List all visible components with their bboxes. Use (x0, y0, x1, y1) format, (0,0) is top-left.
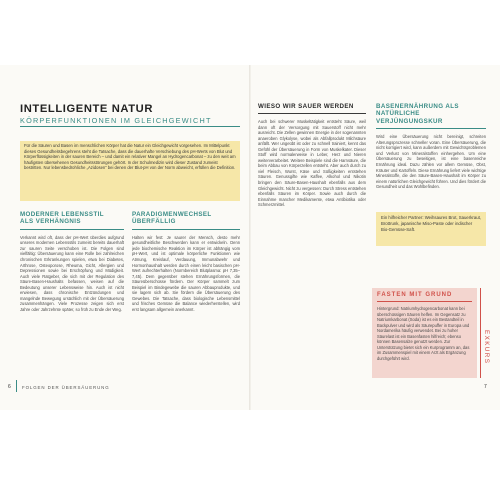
page-title: INTELLIGENTE NATUR (20, 103, 154, 115)
sidebar-body: Hintergrund: Natriumhydrogencarbonat kann bei überschüssigen Säuren helfen. Im Gegensatz zu Natriumkarbonat (Soda) ist es ein Bestandteil in Backpulver und wird als Säurepuffer in Europa und Nordamerika häufig verwendet. Bei zu hoher Säurelast ist ein Basenfasten hilfreich; ebenso können Basensalze genutzt werden. Zur Unterstützung bietet sich ein Kurprogramm an, das im Zusammenspiel mit einem Arzt als Ergänzung durchgeführt wird. (377, 306, 470, 361)
section-rule (132, 229, 240, 230)
title-rule (20, 126, 240, 127)
section-heading: MODERNER LEBENSSTIL (20, 211, 104, 218)
section-rule (20, 229, 124, 230)
tip-box (376, 212, 486, 246)
section-rule (258, 113, 366, 114)
page-number-left: 6 (8, 384, 11, 390)
section-body: Halten wir fest: Je saurer der Mensch, desto mehr gesundheitliche Beschwerden kann er entwickeln. Denn jede biochemische Reaktion im Körper ist abhängig vom pH-Wert, und ist optimale körperliche Funktionen wie Atmung, Kreislauf, Verdauung, Immunabwehr und Hormonhaushalt werden durch einen leicht basischen pH-Wert aufrechterhalten (Normbereich Blutplasma: pH 7,35–7,45). Dem gegenüber stehen Ernährungsformen, die Säureüberschüsse fördern. Der Körper sammelt zum Beispiel im Bindegewebe die sauren Abbauprodukte, und sie lagern sich ab. Sie fördern die Übersäuerung des Gewebes. Die Tatsache, dass biologische Lebensmittel und frisches Gemüse die Balance wiederherstellen, wird erst langsam allgemein anerkannt. (132, 234, 240, 312)
running-head: FOLGEN DER ÜBERSÄUERUNG (22, 385, 110, 390)
section-heading-line2: NATÜRLICHE (376, 110, 420, 118)
page-subtitle: KÖRPERFUNKTIONEN IM GLEICHGEWICHT (20, 116, 212, 125)
book-gutter (249, 65, 251, 410)
tip-text: Ein hilfreicher Partner: Weihsaures Brot, Sauerkraut, Brottrunk, japanische Miso-Paste oder indischer Bio-Gemüse-Saft. (381, 215, 481, 232)
section-heading-line2: ALS VERHÄNGNIS (20, 218, 81, 226)
sidebar-rule (377, 301, 472, 302)
page-number-right: 7 (484, 384, 487, 390)
intro-box (20, 141, 240, 201)
exkurs-tab (478, 330, 492, 390)
intro-text: Für die Säuren und Basen im menschlichen Körper hat die Natur ein Gleichgewicht vorgesehen. Im Mittelpunkt dieses Gesundheitsbegehrens steht die Tatsache, dass die dauerhafte Verschiebung des pH-Werts von Blut und Körperflüssigkeiten in der sauren Bereich – und damit ein relativer Mangel an Hydrogencarbonat – zu den weit am häufigsten übersehenen Gesundheitsstörungen gehört. In der Schulmedizin wird dieser Zustand zumeist bestritten. Nur lebensbedrohliche „Azidosen“ bei denen der Blut-pH von der Norm abweicht, erfüllen die Definition. (24, 143, 236, 171)
section-paradigm-shift (132, 211, 240, 375)
sidebar-heading: FASTEN MIT GRUND (377, 292, 453, 298)
section-modern-lifestyle (20, 211, 124, 335)
section-rule (376, 128, 486, 129)
section-heading: BASENERNÄHRUNG ALS (376, 103, 459, 110)
section-body: Auch bei schwerer Muskeltätigkeit entsteht Säure, weil dann oft der Versorgung mit Sauerstoff nicht mehr ausreicht. Die Zellen gewinnen Energie in der sogenannten anaeroben Glykolyse, wobei als Abfallprodukt Milchsäure anfällt. Wer ungeübt ist oder zu schnell trainiert, kennt das Gefühl der Übersäuerung in Form von Muskelkater. Dieser Stoff wird normalerweise in Leber, Herz und Nieren weiterverarbeitet. Weitere Beispiele sind die Harnsäure, die beim Abbau von Körperzellen entsteht. Aber auch durch zu viel Fleisch, Wurst, Käse und Süßigkeiten entstehen Säuren. Genussgifte wie Kaffee, Alkohol und Nikotin bringen den Säure-Basen-Haushalt ebenfalls aus dem Gleichgewicht. Nicht zu vergessen: Durch Stress entstehen ebenfalls Säuren im Körper. Sowie auch durch die Einnahme mancher Medikamente, etwa Antibiotika oder Schmerzmittel. (258, 119, 366, 208)
section-heading: WIESO WIR SAUER WERDEN (258, 103, 354, 110)
sidebar-excursion (372, 288, 477, 378)
section-heading: PARADIGMENWECHSEL (132, 211, 212, 218)
section-why-acidic (258, 103, 366, 384)
section-base-nutrition (376, 103, 486, 226)
folio-divider (16, 380, 17, 392)
exkurs-label: EXKURS (483, 330, 490, 365)
section-heading-line2: ÜBERFÄLLIG (132, 218, 176, 226)
section-body: Wird eine Übersäuerung nicht bereinigt, schreiten Alterungsprozesse schneller voran. Eine Übersäuerung, die nicht korrigiert wird, kann außerdem mit Gewichtsproblemen und Verlust von Mineralstoffen einhergehen. Um eine Übersäuerung zu beseitigen, ist eine basenreiche Ernährung ideal. Dazu zählen vor allem Gemüse, Obst, Kräuter und Kartoffeln. Diese Ernährung liefert viele wichtige Mineralstoffe, die den Säure-Basen-Haushalt im Körper zu einem natürlichen Gleichgewicht führen. Und dies fördert die Gesundheit und das Wohlbefinden. (376, 134, 486, 190)
section-heading-line3: VERJÜNGUNGSKUR (376, 117, 443, 125)
section-body: Verkannt wird oft, dass der pH-Wert überdies aufgrund unseres modernen Lebensstils zumeist bereits dauerhaft zur sauren Seite verschoben ist. Die Folgen sind vielfältig: Übersäuerung kann eine Rolle bei zahlreichen chronischen Erkrankungen spielen, etwa bei Diabetes, Arthrose, Osteoporose, Rheuma, Gicht, Allergien und Depressionen sowie bei Erschöpfung und Müdigkeit. Auch viele Ratgeber, die sich mit der Regulation des Säure-Basen-Haushalts befassen, weisen auf die Bedeutung unserer Lebensweise hin. Auch ist nicht erwiesen, dass chronische Entzündungen und mangelnde Bewegung ursächlich mit der Übersäuerung zusammenhängen. Viele Prozesse zeigen sich erst Jahre oder Jahrzehnte später, so früh zu Ende der Weg. (20, 234, 124, 312)
